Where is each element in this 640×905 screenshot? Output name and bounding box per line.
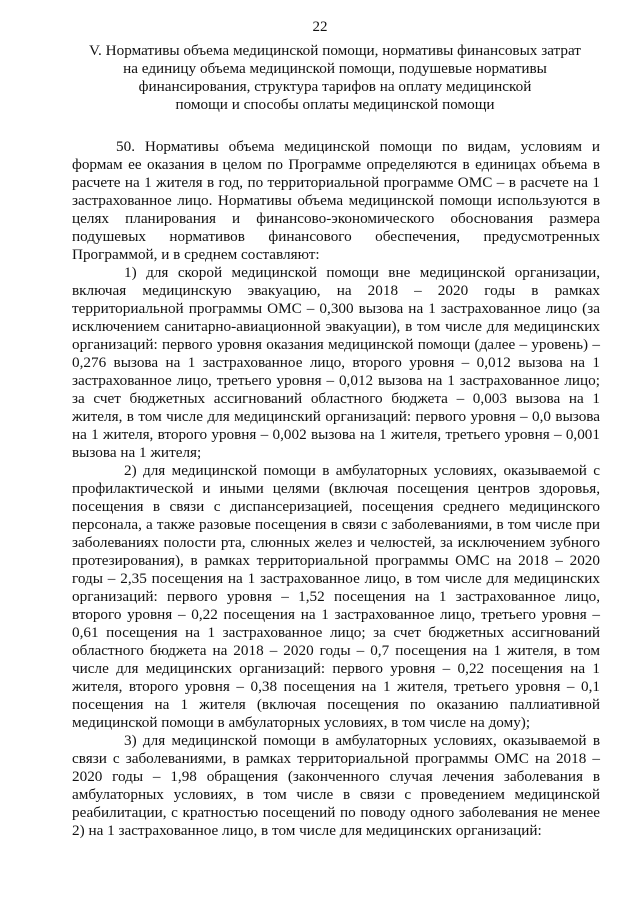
page-number: 22 xyxy=(312,19,328,35)
paragraph-50: 50. Нормативы объема медицинской помощи по видам, условиям и формам ее оказания в целом по Программе определяются в единицах объема в расчете на 1 жителя в год, по территориальной программе ОМС – в расчете на 1 застрахованное лицо. Нормативы объема медицинской помощи используются в целях планирования и финансово-экономического обоснования размера подушевых нормативов финансового обеспечения, предусмотренных Программой, и в среднем составляют: xyxy=(72,138,600,263)
body-text xyxy=(72,138,600,840)
section-heading xyxy=(74,42,596,114)
section-heading-line: V. Нормативы объема медицинской помощи, нормативы финансовых затрат xyxy=(89,42,581,59)
list-item-2: 2) для медицинской помощи в амбулаторных условиях, оказываемой с профилактической и иными целями (включая посещения центров здоровья, посещения в связи с диспансеризацией, посещения среднего медицинского персонала, а также разовые посещения в связи с заболеваниями, в том числе при заболеваниях полости рта, слюнных желез и челюстей, за исключением зубного протезирования), в рамках территориальной программы ОМС на 2018 – 2020 годы – 2,35 посещения на 1 застрахованное лицо, в том числе для медицинских организаций: первого уровня – 1,52 посещения на 1 застрахованное лицо, второго уровня – 0,22 посещения на 1 застрахованное лицо, третьего уровня – 0,61 посещения на 1 застрахованное лицо; за счет бюджетных ассигнований областного бюджета на 2018 – 2020 годы – 0,7 посещения на 1 жителя, в том числе для медицинских организаций: первого уровня – 0,22 посещения на 1 жителя, второго уровня – 0,38 посещения на 1 жителя, третьего уровня – 0,1 посещения на 1 жителя (включая посещения по оказанию паллиативной медицинской помощи в амбулаторных условиях, в том числе на дому); xyxy=(72,462,600,731)
section-heading-line: на единицу объема медицинской помощи, подушевые нормативы xyxy=(123,60,547,77)
list-item-1: 1) для скорой медицинской помощи вне медицинской организации, включая медицинскую эвакуацию, на 2018 – 2020 годы в рамках территориальной программы ОМС – 0,300 вызова на 1 застрахованное лицо (за исключением санитарно-авиационной эвакуации), в том числе для медицинских организаций: первого уровня оказания медицинской помощи (далее – уровень) – 0,276 вызова на 1 застрахованное лицо, второго уровня – 0,012 вызова на 1 застрахованное лицо, третьего уровня – 0,012 вызова на 1 застрахованное лицо; за счет бюджетных ассигнований областного бюджета – 0,003 вызова на 1 жителя, в том числе для медицинский организаций: первого уровня – 0,0 вызова на 1 жителя, второго уровня – 0,002 вызова на 1 жителя, третьего уровня – 0,001 вызова на 1 жителя; xyxy=(72,264,600,461)
section-heading-line: финансирования, структура тарифов на оплату медицинской xyxy=(138,78,532,95)
section-heading-line: помощи и способы оплаты медицинской помощи xyxy=(175,96,495,113)
list-item-3: 3) для медицинской помощи в амбулаторных условиях, оказываемой в связи с заболеваниями, в рамках территориальной программы ОМС на 2018 – 2020 годы – 1,98 обращения (законченного случая лечения заболевания в амбулаторных условиях, в том числе в связи с проведением медицинской реабилитации, с кратностью посещений по поводу одного заболевания не менее 2) на 1 застрахованное лицо, в том числе для медицинских организаций: xyxy=(72,732,600,839)
